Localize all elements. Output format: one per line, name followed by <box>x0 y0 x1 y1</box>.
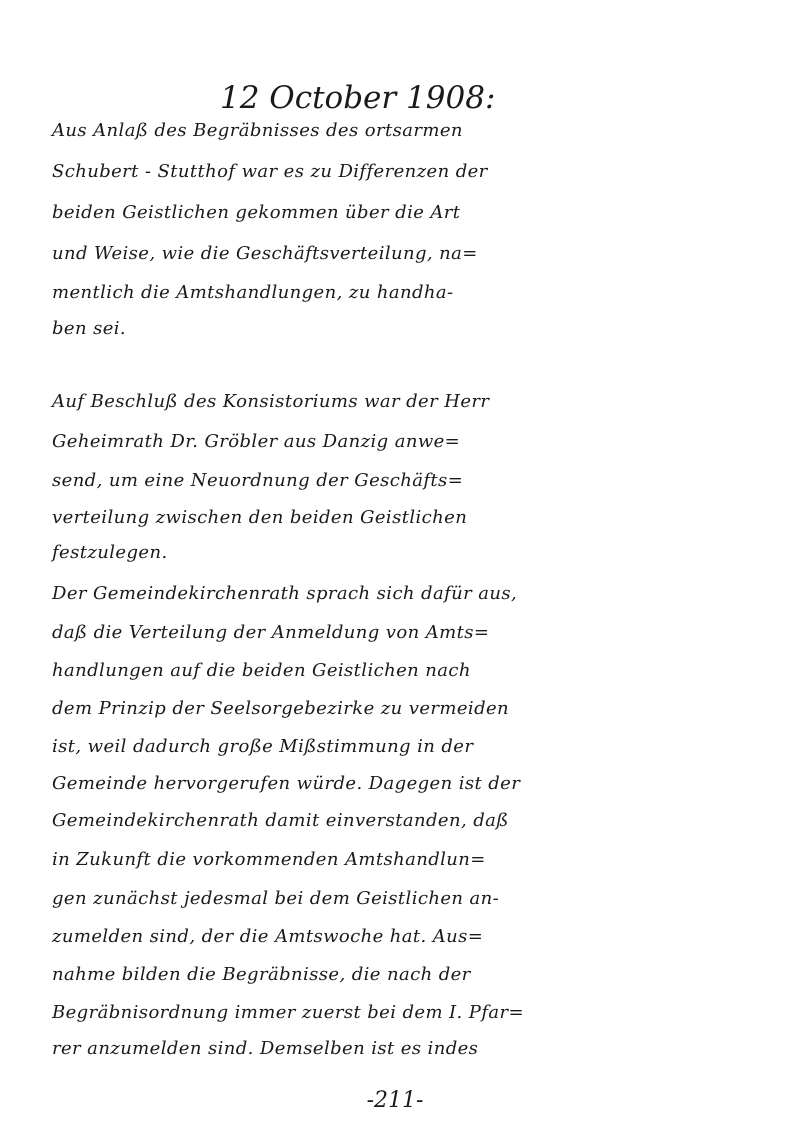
text-line: festzulegen. <box>52 542 168 563</box>
entry-date: 12 October 1908: <box>220 80 496 116</box>
text-line: send, um eine Neuordnung der Geschäfts= <box>52 470 464 491</box>
text-line: dem Prinzip der Seelsorgebezirke zu vermeiden <box>52 698 510 719</box>
text-line: handlungen auf die beiden Geistlichen nach <box>52 660 471 681</box>
text-line: Schubert - Stutthof war es zu Differenzen der <box>52 161 488 182</box>
text-line: daß die Verteilung der Anmeldung von Amts= <box>52 622 490 643</box>
text-line: Aus Anlaß des Begräbnisses des ortsarmen <box>52 120 463 141</box>
text-line: verteilung zwischen den beiden Geistlichen <box>52 507 468 528</box>
text-line: und Weise, wie die Geschäftsverteilung, na= <box>52 243 478 264</box>
page-number: -211- <box>366 1088 424 1113</box>
text-line: nahme bilden die Begräbnisse, die nach der <box>52 964 471 985</box>
text-line: ben sei. <box>52 318 127 339</box>
text-line: in Zukunft die vorkommenden Amtshandlun= <box>52 849 486 870</box>
text-line: Der Gemeindekirchenrath sprach sich dafür aus, <box>52 583 518 604</box>
text-line: Gemeindekirchenrath damit einverstanden, daß <box>52 810 509 831</box>
text-line: zumelden sind, der die Amtswoche hat. Aus= <box>52 926 484 947</box>
text-line: rer anzumelden sind. Demselben ist es indes <box>52 1038 479 1059</box>
text-line: mentlich die Amtshandlungen, zu handha- <box>52 282 454 303</box>
text-line: Gemeinde hervorgerufen würde. Dagegen ist der <box>52 773 521 794</box>
text-line: beiden Geistlichen gekommen über die Art <box>52 202 461 223</box>
text-line: Auf Beschluß des Konsistoriums war der Herr <box>52 391 490 412</box>
text-line: ist, weil dadurch große Mißstimmung in der <box>52 736 474 757</box>
text-line: Begräbnisordnung immer zuerst bei dem I. Pfar= <box>52 1002 524 1023</box>
text-line: Geheimrath Dr. Gröbler aus Danzig anwe= <box>52 431 461 452</box>
text-line: gen zunächst jedesmal bei dem Geistlichen an- <box>52 888 500 909</box>
